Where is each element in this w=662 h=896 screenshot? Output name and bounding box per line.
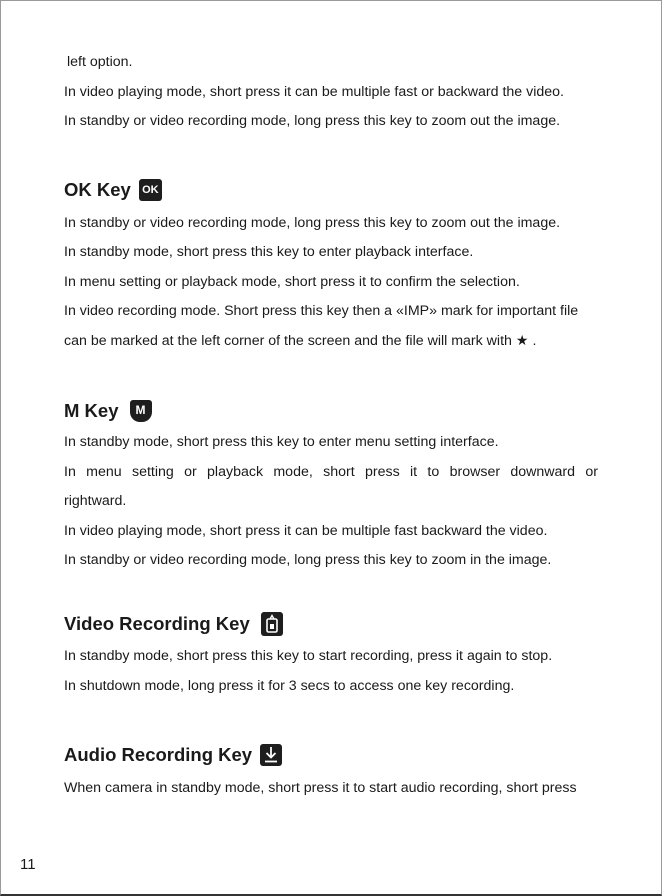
audio-key-heading [64, 744, 282, 766]
intro-line-2: In video playing mode, short press it can be multiple fast or backward the video. [64, 84, 564, 100]
audio-key-title: Audio Recording Key [64, 744, 253, 765]
ok-key-heading [64, 179, 162, 201]
m-button-icon: M [130, 400, 152, 422]
ok-key-line-4: In video recording mode. Short press this key then a «IMP» mark for important file [64, 303, 579, 319]
m-key-line-4: In video playing mode, short press it can be multiple fast backward the video. [64, 523, 548, 539]
intro-line-1: left option. [67, 54, 133, 70]
ok-button-icon: OK [139, 179, 162, 201]
m-key-line-1: In standby mode, short press this key to enter menu setting interface. [64, 434, 499, 450]
m-key-heading [64, 400, 152, 422]
ok-key-line-2: In standby mode, short press this key to enter playback interface. [64, 244, 474, 260]
intro-line-3: In standby or video recording mode, long press this key to zoom out the image. [64, 113, 561, 129]
video-key-heading [64, 612, 283, 636]
page-number: 11 [20, 856, 36, 873]
m-key-line-2: In menu setting or playback mode, short press it to browser downward or [64, 464, 598, 480]
m-key-line-3: rightward. [64, 493, 127, 509]
video-key-line-1: In standby mode, short press this key to start recording, press it again to stop. [64, 648, 553, 664]
ok-key-line-3: In menu setting or playback mode, short press it to confirm the selection. [64, 274, 520, 290]
ok-key-line-5: can be marked at the left corner of the screen and the file will mark with ★ . [64, 333, 537, 349]
audio-key-line-1: When camera in standby mode, short press it to start audio recording, short press [64, 780, 577, 796]
m-key-line-5: In standby or video recording mode, long press this key to zoom in the image. [64, 552, 552, 568]
video-key-title: Video Recording Key [64, 613, 250, 634]
ok-key-title: OK Key [64, 179, 131, 200]
m-key-title: M Key [64, 400, 119, 421]
video-record-icon [261, 612, 283, 636]
video-key-line-2: In shutdown mode, long press it for 3 secs to access one key recording. [64, 678, 515, 694]
ok-key-line-1: In standby or video recording mode, long press this key to zoom out the image. [64, 215, 561, 231]
audio-record-icon [260, 744, 282, 766]
